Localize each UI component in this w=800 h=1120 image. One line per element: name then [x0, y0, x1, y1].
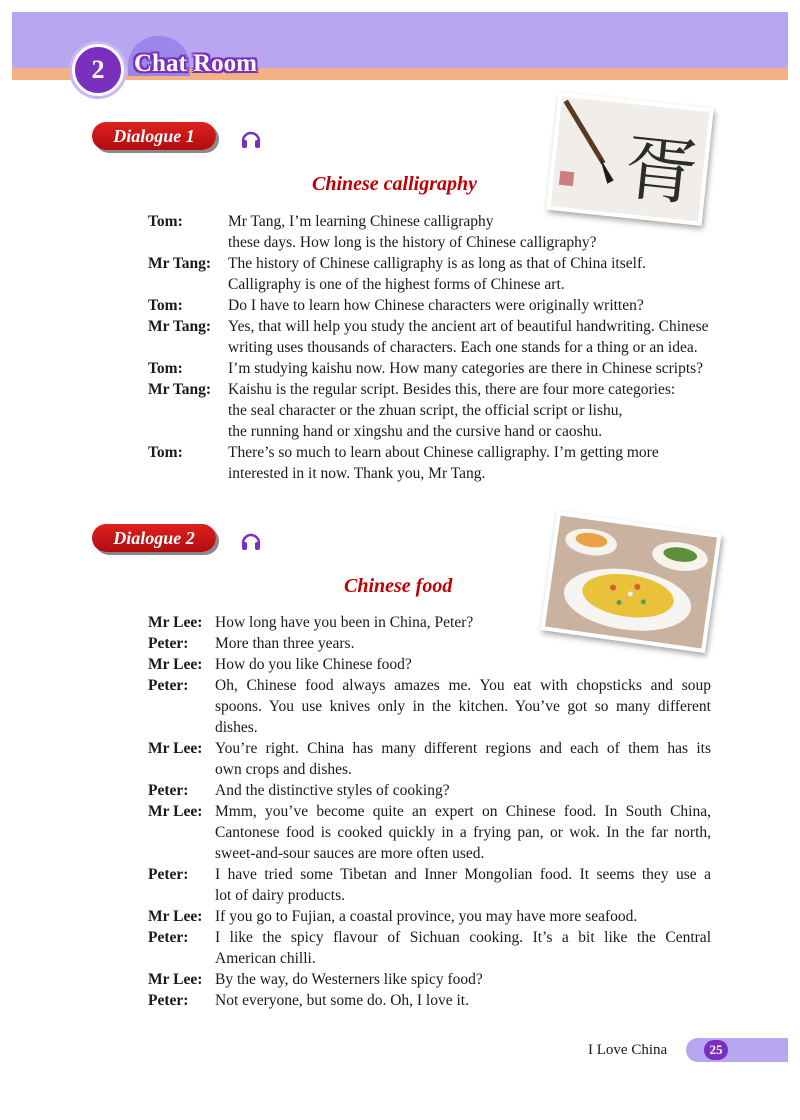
dialogue2-title: Chinese food	[344, 575, 453, 597]
line-text: By the way, do Westerners like spicy food?	[215, 971, 483, 988]
line-text: lot of dairy products.	[215, 887, 346, 904]
line-text: You’re right. China has many different regions and each of them has its	[215, 740, 711, 757]
dialogue1-badge: Dialogue 1	[92, 122, 216, 150]
dialogue1-title: Chinese calligraphy	[312, 173, 478, 195]
headphones-icon[interactable]	[240, 530, 262, 552]
dialogue-line	[148, 843, 713, 864]
dialogue-line	[148, 780, 713, 801]
dialogue-line	[148, 358, 708, 379]
section-title: Chat Room	[134, 50, 257, 77]
speaker-name: Mr Tang:	[148, 381, 212, 398]
line-text: sweet-and-sour sauces are more often used.	[215, 845, 485, 862]
dialogue-line	[148, 316, 708, 337]
line-text: dishes.	[215, 719, 258, 736]
dialogue-line	[148, 337, 708, 358]
dialogue-line	[148, 232, 708, 253]
dialogue-line	[148, 675, 713, 696]
line-text: Do I have to learn how Chinese characters were originally written?	[228, 297, 644, 314]
speaker-name: Tom:	[148, 297, 183, 314]
dialogue-line	[148, 253, 708, 274]
line-text: How long have you been in China, Peter?	[215, 614, 474, 631]
speaker-name: Tom:	[148, 360, 183, 377]
dialogue-line	[148, 717, 713, 738]
speaker-name: Peter:	[148, 677, 189, 694]
dialogue-line	[148, 633, 713, 654]
speaker-name: Mr Lee:	[148, 908, 203, 925]
line-text: Mr Tang, I’m learning Chinese calligraphy	[228, 213, 494, 230]
book-title: I Love China	[588, 1042, 668, 1058]
speaker-name: Tom:	[148, 213, 183, 230]
line-text: The history of Chinese calligraphy is as long as that of China itself.	[228, 255, 646, 272]
section-number-badge: 2	[72, 44, 124, 96]
speaker-name: Peter:	[148, 929, 189, 946]
dialogue-line	[148, 274, 708, 295]
dialogue-line	[148, 990, 713, 1011]
line-text: Mmm, you’ve become quite an expert on Chinese food. In South China,	[215, 803, 711, 820]
dialogue-line	[148, 885, 713, 906]
line-text: interested in it now. Thank you, Mr Tang.	[228, 465, 486, 482]
dialogue-line	[148, 759, 713, 780]
line-text: Oh, Chinese food always amazes me. You eat with chopsticks and soup	[215, 677, 711, 694]
line-text: I like the spicy flavour of Sichuan cooking. It’s a bit like the Central	[215, 929, 711, 946]
line-text: writing uses thousands of characters. Each one stands for a thing or an idea.	[228, 339, 698, 356]
line-text: spoons. You use knives only in the kitchen. You’ve got so many different	[215, 698, 711, 715]
calligraphy-character: 胥	[620, 124, 702, 216]
line-text: Kaishu is the regular script. Besides this, there are four more categories:	[228, 381, 676, 398]
dialogue-line	[148, 906, 713, 927]
speaker-name: Mr Tang:	[148, 318, 212, 335]
dialogue1-transcript	[148, 211, 708, 484]
dialogue-line	[148, 463, 708, 484]
line-text: I’m studying kaishu now. How many categories are there in Chinese scripts?	[228, 360, 704, 377]
headphones-icon[interactable]	[240, 128, 262, 150]
dialogue-line	[148, 801, 713, 822]
line-text: More than three years.	[215, 635, 355, 652]
dialogue-line	[148, 927, 713, 948]
dialogue-line	[148, 969, 713, 990]
line-text: I have tried some Tibetan and Inner Mongolian food. It seems they use a	[215, 866, 711, 883]
speaker-name: Mr Lee:	[148, 740, 203, 757]
line-text: these days. How long is the history of Chinese calligraphy?	[228, 234, 597, 251]
dialogue-line	[148, 379, 708, 400]
dialogue-line	[148, 400, 708, 421]
speaker-name: Peter:	[148, 866, 189, 883]
line-text: Yes, that will help you study the ancient art of beautiful handwriting. Chinese	[228, 318, 709, 335]
speaker-name: Peter:	[148, 635, 189, 652]
speaker-name: Tom:	[148, 444, 183, 461]
line-text: American chilli.	[215, 950, 316, 967]
line-text: the seal character or the zhuan script, the official script or lishu,	[228, 402, 623, 419]
line-text: How do you like Chinese food?	[215, 656, 412, 673]
speaker-name: Mr Lee:	[148, 656, 203, 673]
line-text: Cantonese food is cooked quickly in a frying pan, or wok. In the far north,	[215, 824, 711, 841]
dialogue-line	[148, 864, 713, 885]
dialogue-line	[148, 442, 708, 463]
speaker-name: Peter:	[148, 782, 189, 799]
page-number-band	[686, 1038, 788, 1062]
speaker-name: Mr Lee:	[148, 614, 203, 631]
dialogue2-transcript	[148, 612, 713, 1011]
dialogue-line	[148, 822, 713, 843]
dialogue-line	[148, 654, 713, 675]
dialogue-line	[148, 696, 713, 717]
dialogue2-badge: Dialogue 2	[92, 524, 216, 552]
line-text: Calligraphy is one of the highest forms of Chinese art.	[228, 276, 565, 293]
speaker-name: Mr Tang:	[148, 255, 212, 272]
page-number: 25	[704, 1040, 728, 1060]
line-text: There’s so much to learn about Chinese calligraphy. I’m getting more	[228, 444, 659, 461]
dialogue-line	[148, 211, 708, 232]
speaker-name: Mr Lee:	[148, 971, 203, 988]
dialogue-line	[148, 612, 713, 633]
line-text: And the distinctive styles of cooking?	[215, 782, 450, 799]
speaker-name: Mr Lee:	[148, 803, 203, 820]
line-text: the running hand or xingshu and the cursive hand or caoshu.	[228, 423, 603, 440]
line-text: If you go to Fujian, a coastal province, you may have more seafood.	[215, 908, 638, 925]
line-text: own crops and dishes.	[215, 761, 352, 778]
line-text: Not everyone, but some do. Oh, I love it.	[215, 992, 469, 1009]
speaker-name: Peter:	[148, 992, 189, 1009]
dialogue-line	[148, 738, 713, 759]
dialogue-line	[148, 948, 713, 969]
calligraphy-photo	[546, 92, 713, 226]
dialogue-line	[148, 295, 708, 316]
dialogue-line	[148, 421, 708, 442]
